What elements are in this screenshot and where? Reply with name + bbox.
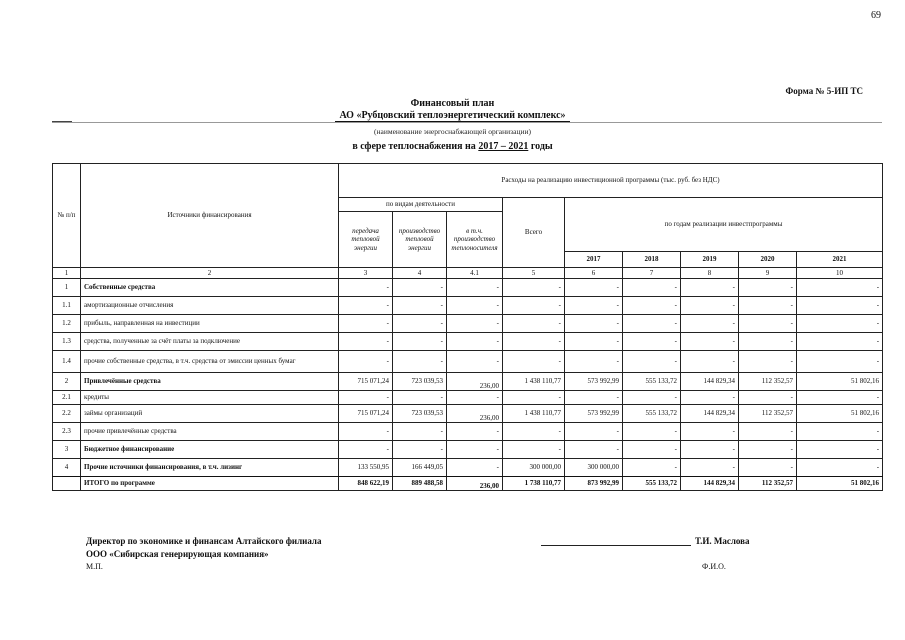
page-number: 69 [871,10,881,21]
row-value-cell: - [565,423,623,441]
document-scope [0,141,905,152]
row-value-cell: - [339,297,393,315]
row-value-cell: - [503,279,565,297]
row-source-name: кредиты [81,391,339,405]
row-value-cell: - [503,423,565,441]
row-value-cell: - [739,315,797,333]
row-value-cell: - [339,315,393,333]
row-value-cell: - [339,391,393,405]
row-value-cell: 573 992,99 [565,405,623,423]
col-index-cell: 7 [623,268,681,279]
scope-prefix: в сфере теплоснабжения на [352,141,479,152]
row-value-cell: 51 802,16 [797,405,883,423]
row-value-cell: - [623,333,681,351]
signatory-position: Директор по экономике и финансам Алтайского филиала [86,536,322,546]
table-row [53,441,883,459]
row-value-cell: 848 622,19 [339,477,393,491]
row-value-cell: 300 000,00 [503,459,565,477]
row-value-cell: - [623,459,681,477]
row-value-cell: - [447,333,503,351]
row-value-cell: 133 550,95 [339,459,393,477]
row-value-cell: 555 133,72 [623,477,681,491]
row-value-cell: - [739,423,797,441]
col-header-total: Всего [503,198,565,268]
row-value-cell: - [393,297,447,315]
row-value-cell: - [623,391,681,405]
row-value-cell: - [565,315,623,333]
row-value-cell: - [739,297,797,315]
col-header-source: Источники финансирования [81,164,339,268]
row-value-cell: - [797,315,883,333]
row-value-cell: - [623,351,681,373]
col-index-cell: 4 [393,268,447,279]
row-value-cell: 715 071,24 [339,373,393,391]
row-value-cell: - [339,351,393,373]
row-value-cell: 144 829,34 [681,373,739,391]
row-value-cell: 1 438 110,77 [503,405,565,423]
row-value-cell: 51 802,16 [797,373,883,391]
row-value-cell: - [797,333,883,351]
row-value-cell: - [393,351,447,373]
row-value-cell: - [739,459,797,477]
col-header-year: 2019 [681,252,739,268]
row-value-cell: 873 992,99 [565,477,623,491]
row-value-cell: 300 000,00 [565,459,623,477]
row-value-cell: 144 829,34 [681,405,739,423]
col-header-number: № п/п [53,164,81,268]
table-row [53,423,883,441]
row-value-cell: - [681,279,739,297]
organization-name [0,110,905,121]
row-value-cell: - [393,391,447,405]
col-index-cell: 9 [739,268,797,279]
row-value-cell: 723 039,53 [393,373,447,391]
row-value-cell: - [623,423,681,441]
row-number: 1.1 [53,297,81,315]
row-value-cell: - [393,423,447,441]
row-value-cell: - [565,351,623,373]
row-value-cell: - [797,279,883,297]
table-row [53,477,883,491]
row-value-cell: - [447,423,503,441]
col-index-cell: 4.1 [447,268,503,279]
row-value-cell: - [565,391,623,405]
table-row [53,351,883,373]
col-header-incl-coolant: в т.ч. производство теплоносителя [447,212,503,268]
row-source-name: Собственные средства [81,279,339,297]
row-value-cell: - [565,279,623,297]
col-index-cell: 6 [565,268,623,279]
row-value-cell: - [339,279,393,297]
col-index-cell: 5 [503,268,565,279]
row-value-cell: 1 438 110,77 [503,373,565,391]
row-source-name: прочие привлечённые средства [81,423,339,441]
financial-plan-table [52,163,883,491]
row-source-name: прибыль, направленная на инвестиции [81,315,339,333]
row-value-cell: - [447,315,503,333]
row-number: 1.4 [53,351,81,373]
row-value-cell: 144 829,34 [681,477,739,491]
row-value-cell: 112 352,57 [739,373,797,391]
scope-years: 2017 – 2021 [478,141,529,152]
row-value-cell: - [503,351,565,373]
row-value-cell: - [623,441,681,459]
row-source-name: ИТОГО по программе [81,477,339,491]
row-value-cell: - [447,391,503,405]
row-value-cell: - [739,391,797,405]
row-value-cell: - [447,297,503,315]
row-value-cell: - [447,279,503,297]
table-row [53,297,883,315]
row-source-name: Привлечённые средства [81,373,339,391]
row-number: 2 [53,373,81,391]
row-number: 4 [53,459,81,477]
row-value-cell: - [503,315,565,333]
row-value-cell: - [797,459,883,477]
organization-hint: (наименование энергоснабжающей организации) [373,127,531,136]
row-value-cell: - [565,333,623,351]
row-value-cell: - [681,351,739,373]
row-value-cell: - [797,441,883,459]
col-index-cell: 1 [53,268,81,279]
row-value-cell: - [393,279,447,297]
row-number: 2.1 [53,391,81,405]
row-value-cell: - [739,351,797,373]
row-number: 2.2 [53,405,81,423]
col-index-cell: 3 [339,268,393,279]
col-header-production: производство тепловой энергии [393,212,447,268]
col-header-year: 2018 [623,252,681,268]
table-row [53,315,883,333]
row-value-cell: 723 039,53 [393,405,447,423]
row-value-cell: - [339,423,393,441]
row-value-cell: - [739,333,797,351]
row-value-cell: - [623,279,681,297]
row-value-cell: - [565,441,623,459]
col-header-by-activity: по видам деятельности [339,198,503,212]
row-value-cell: 1 738 110,77 [503,477,565,491]
stamp-place: М.П. [86,562,103,571]
row-source-name: средства, полученные за счёт платы за подключение [81,333,339,351]
row-value-cell: - [393,315,447,333]
row-number: 1 [53,279,81,297]
row-number: 3 [53,441,81,459]
row-value-cell: 51 802,16 [797,477,883,491]
row-value-cell: - [681,333,739,351]
table-row [53,373,883,391]
row-value-cell: - [503,391,565,405]
signatory-company: ООО «Сибирская генерирующая компания» [86,549,269,559]
row-value-cell: - [503,333,565,351]
row-value-cell: - [447,351,503,373]
row-source-name: прочие собственные средства, в т.ч. средства от эмиссии ценных бумаг [81,351,339,373]
document-title: Финансовый план [410,98,495,109]
table-row [53,391,883,405]
signatory-name: Т.И. Маслова [695,536,750,546]
row-value-cell: - [447,441,503,459]
row-value-cell: - [393,333,447,351]
row-value-cell: 236,00 [447,373,503,391]
fio-label: Ф.И.О. [702,562,726,571]
row-source-name: Бюджетное финансирование [81,441,339,459]
table-row [53,405,883,423]
row-value-cell: - [393,441,447,459]
row-value-cell: 889 488,58 [393,477,447,491]
row-value-cell: - [797,391,883,405]
col-header-expenses: Расходы на реализацию инвестиционной программы (тыс. руб. без НДС) [339,164,883,198]
row-value-cell: - [565,297,623,315]
row-value-cell: 236,00 [447,477,503,491]
row-value-cell: - [681,441,739,459]
row-source-name: Прочие источники финансирования, в т.ч. лизинг [81,459,339,477]
row-number [53,477,81,491]
row-value-cell: 555 133,72 [623,373,681,391]
row-value-cell: - [623,315,681,333]
row-value-cell: - [681,459,739,477]
row-number: 1.3 [53,333,81,351]
table-row [53,333,883,351]
col-header-year: 2020 [739,252,797,268]
col-header-by-years: по годам реализации инвестпрограммы [565,198,883,252]
row-value-cell: - [339,441,393,459]
org-underline [52,122,882,123]
row-value-cell: - [681,315,739,333]
row-value-cell: - [503,441,565,459]
row-value-cell: - [797,351,883,373]
organization-name-text: АО «Рубцовский теплоэнергетический комплекс» [335,110,569,122]
table-row [53,459,883,477]
row-value-cell: 555 133,72 [623,405,681,423]
row-value-cell: - [797,297,883,315]
row-value-cell: - [623,297,681,315]
row-value-cell: - [339,333,393,351]
row-value-cell: 573 992,99 [565,373,623,391]
row-value-cell: - [739,279,797,297]
row-value-cell: - [681,391,739,405]
col-header-year: 2021 [797,252,883,268]
row-value-cell: - [447,459,503,477]
col-header-transfer: передача тепловой энергии [339,212,393,268]
signature-line [541,545,691,546]
row-value-cell: - [681,297,739,315]
table-row [53,279,883,297]
scope-suffix: годы [528,141,553,152]
row-source-name: займы организаций [81,405,339,423]
row-value-cell: 236,00 [447,405,503,423]
col-header-year: 2017 [565,252,623,268]
col-index-cell: 2 [81,268,339,279]
row-value-cell: 112 352,57 [739,477,797,491]
row-value-cell: - [503,297,565,315]
row-value-cell: 715 071,24 [339,405,393,423]
row-value-cell: - [797,423,883,441]
row-source-name: амортизационные отчисления [81,297,339,315]
row-value-cell: 166 449,05 [393,459,447,477]
row-number: 2.3 [53,423,81,441]
col-index-cell: 8 [681,268,739,279]
row-value-cell: - [739,441,797,459]
form-number: Форма № 5-ИП ТС [785,86,863,96]
row-value-cell: 112 352,57 [739,405,797,423]
row-number: 1.2 [53,315,81,333]
col-index-cell: 10 [797,268,883,279]
row-value-cell: - [681,423,739,441]
